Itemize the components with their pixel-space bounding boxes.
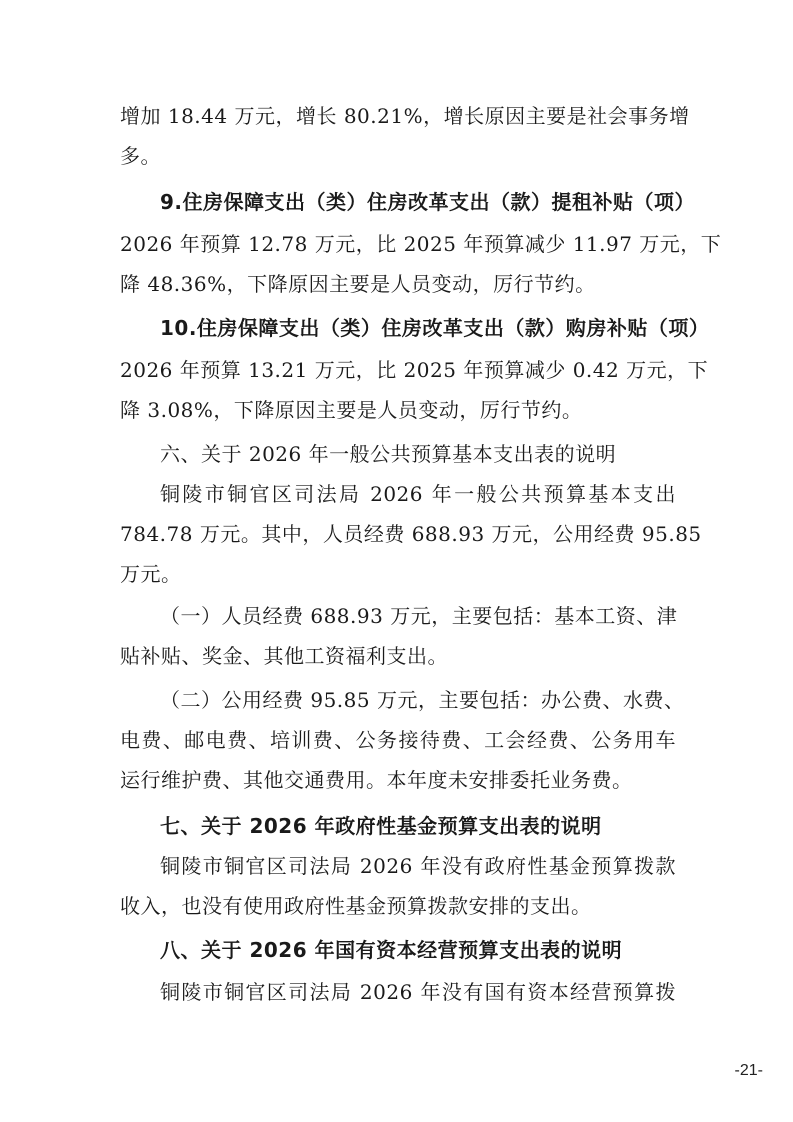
text-line: 784.78 万元。其中，人员经费 688.93 万元，公用经费 95.85 [120,522,702,546]
section-heading-6 [120,434,676,474]
paragraph-item-9 [120,224,722,304]
heading-text: 六、关于 2026 年一般公共预算基本支出表的说明 [160,442,617,466]
paragraph-personnel-expenses [120,596,676,676]
text-line: 2026 年预算 12.78 万元，比 2025 年预算减少 11.97 万元，下 [120,232,722,256]
heading-text: 七、关于 2026 年政府性基金预算支出表的说明 [160,814,602,838]
paragraph-item-10 [120,350,709,430]
text-line: 收入，也没有使用政府性基金预算拨款安排的支出。 [120,894,592,918]
text-line: 增加 18.44 万元，增长 80.21%，增长原因主要是社会事务增 [120,104,690,128]
heading-text: 八、关于 2026 年国有资本经营预算支出表的说明 [160,938,623,962]
text-line: 电费、邮电费、培训费、公务接待费、工会经费、公务用车 [120,728,676,752]
section-heading-7 [120,806,676,846]
text-line: 降 3.08%，下降原因主要是人员变动，厉行节约。 [120,398,583,422]
paragraph-section-6 [120,474,702,594]
section-heading-9 [120,182,696,222]
page-number: -21- [734,1062,763,1079]
paragraph-section-8 [120,972,676,1012]
text-line: 运行维护费、其他交通费用。本年度未安排委托业务费。 [120,768,633,792]
text-line: 贴补贴、奖金、其他工资福利支出。 [120,644,448,668]
text-line: （一）人员经费 688.93 万元，主要包括：基本工资、津 [160,604,678,628]
text-line: 降 48.36%，下降原因主要是人员变动，厉行节约。 [120,272,596,296]
heading-text: 10.住房保障支出（类）住房改革支出（款）购房补贴（项） [160,316,710,340]
paragraph-section-7 [120,846,676,926]
section-heading-8 [120,930,676,970]
section-heading-10 [120,308,710,348]
heading-text: 9.住房保障支出（类）住房改革支出（款）提租补贴（项） [160,190,696,214]
text-line: 万元。 [120,562,182,586]
text-line: 2026 年预算 13.21 万元，比 2025 年预算减少 0.42 万元，下 [120,358,709,382]
paragraph-public-expenses [120,680,685,800]
text-line: 铜陵市铜官区司法局 2026 年没有政府性基金预算拨款 [160,854,676,878]
text-line: 多。 [120,144,161,168]
text-line: 铜陵市铜官区司法局 2026 年一般公共预算基本支出 [160,482,676,506]
paragraph-continuation [120,96,690,176]
text-line: 铜陵市铜官区司法局 2026 年没有国有资本经营预算拨 [160,980,676,1004]
text-line: （二）公用经费 95.85 万元，主要包括：办公费、水费、 [160,688,685,712]
